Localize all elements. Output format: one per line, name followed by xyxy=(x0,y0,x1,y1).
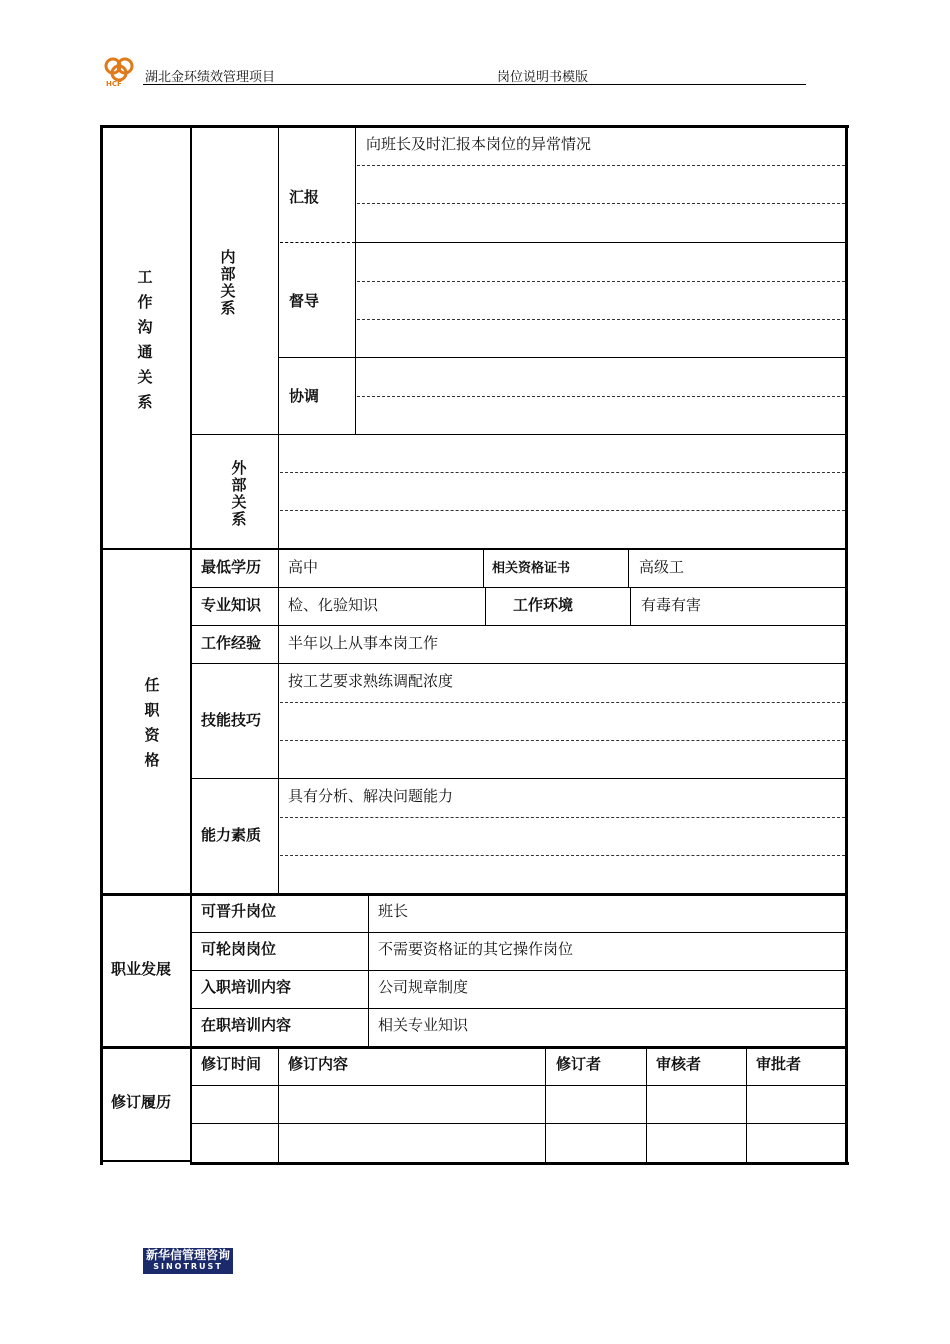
env-value: 有毒有害 xyxy=(641,596,702,614)
footer-logo-cn: 新华信管理咨询 xyxy=(145,1248,230,1262)
edu-value: 高中 xyxy=(288,558,319,576)
table-border-top xyxy=(100,125,849,128)
coordinate-line-1 xyxy=(357,396,845,397)
supervise-line-1 xyxy=(357,281,845,282)
skill-row-bottom xyxy=(190,778,846,779)
knowledge-divider-2 xyxy=(630,587,631,625)
onjob-training-value: 相关专业知识 xyxy=(378,1016,469,1034)
revision-col-4 xyxy=(746,1048,747,1164)
table-border-right xyxy=(845,125,848,1165)
onjob-training-label: 在职培训内容 xyxy=(201,1016,292,1034)
section-sep-3 xyxy=(100,1046,848,1049)
revision-header-content: 修订内容 xyxy=(288,1055,349,1073)
header-rule xyxy=(143,84,806,85)
internal-relations-label: 内部关系 xyxy=(220,248,236,317)
logo-text: HCF xyxy=(106,80,122,88)
entry-training-value: 公司规章制度 xyxy=(378,978,469,996)
career-section-label: 职业发展 xyxy=(111,960,172,978)
external-relations-label: 外部关系 xyxy=(231,459,247,528)
exp-value: 半年以上从事本岗工作 xyxy=(288,634,439,652)
entry-training-label: 入职培训内容 xyxy=(201,978,292,996)
coordinate-label: 协调 xyxy=(289,387,320,405)
comm-internal-bottom xyxy=(190,434,846,435)
skill-value: 按工艺要求熟练调配浓度 xyxy=(288,672,454,690)
promote-value: 班长 xyxy=(378,902,409,920)
report-sep xyxy=(280,242,355,243)
edu-divider-2 xyxy=(628,549,629,587)
report-line-1 xyxy=(357,165,845,166)
footer-logo-en: SINOTRUST xyxy=(153,1262,223,1271)
table-border-left xyxy=(100,125,103,1165)
edu-label: 最低学历 xyxy=(201,558,262,576)
qual-col-divider xyxy=(278,549,279,893)
supervise-label: 督导 xyxy=(289,292,320,310)
section-divider xyxy=(190,125,192,1165)
promote-row-bottom xyxy=(190,932,846,933)
edu-row-bottom xyxy=(190,587,846,588)
footer-logo xyxy=(143,1248,233,1274)
comm-col-divider-1 xyxy=(278,127,279,548)
revision-row-1 xyxy=(190,1085,846,1086)
comm-col-divider-2 xyxy=(355,127,356,434)
revision-header-reviewer: 审核者 xyxy=(656,1055,702,1073)
table-border-bottom xyxy=(190,1162,849,1165)
ability-line-2 xyxy=(280,855,845,856)
supervise-line-2 xyxy=(357,319,845,320)
ability-label: 能力素质 xyxy=(201,826,262,844)
skill-line-2 xyxy=(280,740,845,741)
edu-divider-1 xyxy=(483,549,484,587)
knowledge-divider-1 xyxy=(485,587,486,625)
cert-label: 相关资格证书 xyxy=(492,561,571,576)
skill-label: 技能技巧 xyxy=(201,711,262,729)
knowledge-row-bottom xyxy=(190,625,846,626)
doc-title: 岗位说明书模版 xyxy=(497,70,589,85)
revision-header-reviser: 修订者 xyxy=(556,1055,602,1073)
revision-header-approver: 审批者 xyxy=(756,1055,802,1073)
comm-section-label: 工作沟通关系 xyxy=(137,268,153,411)
cert-value: 高级工 xyxy=(639,558,685,576)
external-line-2 xyxy=(280,510,845,511)
env-label: 工作环境 xyxy=(513,596,574,614)
rotate-value: 不需要资格证的其它操作岗位 xyxy=(378,940,574,958)
table-border-bottom-left xyxy=(100,1160,190,1162)
promote-label: 可晋升岗位 xyxy=(201,902,277,920)
rotate-row-bottom xyxy=(190,970,846,971)
report-label: 汇报 xyxy=(289,188,320,206)
exp-row-bottom xyxy=(190,663,846,664)
revision-row-2 xyxy=(190,1123,846,1124)
ability-line-1 xyxy=(280,817,845,818)
revision-col-2 xyxy=(545,1048,546,1164)
section-sep-1 xyxy=(100,548,848,550)
report-row-bottom xyxy=(355,242,846,243)
section-sep-2 xyxy=(100,893,848,896)
revision-section-label: 修订履历 xyxy=(111,1093,172,1111)
report-text: 向班长及时汇报本岗位的异常情况 xyxy=(366,135,592,153)
knowledge-value: 检、化验知识 xyxy=(288,596,379,614)
skill-line-1 xyxy=(280,702,845,703)
company-logo xyxy=(100,54,140,90)
exp-label: 工作经验 xyxy=(201,634,262,652)
rotate-label: 可轮岗岗位 xyxy=(201,940,277,958)
revision-col-1 xyxy=(278,1048,279,1164)
project-name: 湖北金环绩效管理项目 xyxy=(145,70,276,85)
report-line-2 xyxy=(357,203,845,204)
supervise-row-bottom xyxy=(278,357,846,358)
ability-value: 具有分析、解决问题能力 xyxy=(288,787,454,805)
knowledge-label: 专业知识 xyxy=(201,596,262,614)
revision-header-time: 修订时间 xyxy=(201,1055,262,1073)
entry-row-bottom xyxy=(190,1008,846,1009)
revision-col-3 xyxy=(646,1048,647,1164)
qual-section-label: 任职资格 xyxy=(144,676,160,769)
external-line-1 xyxy=(280,472,845,473)
